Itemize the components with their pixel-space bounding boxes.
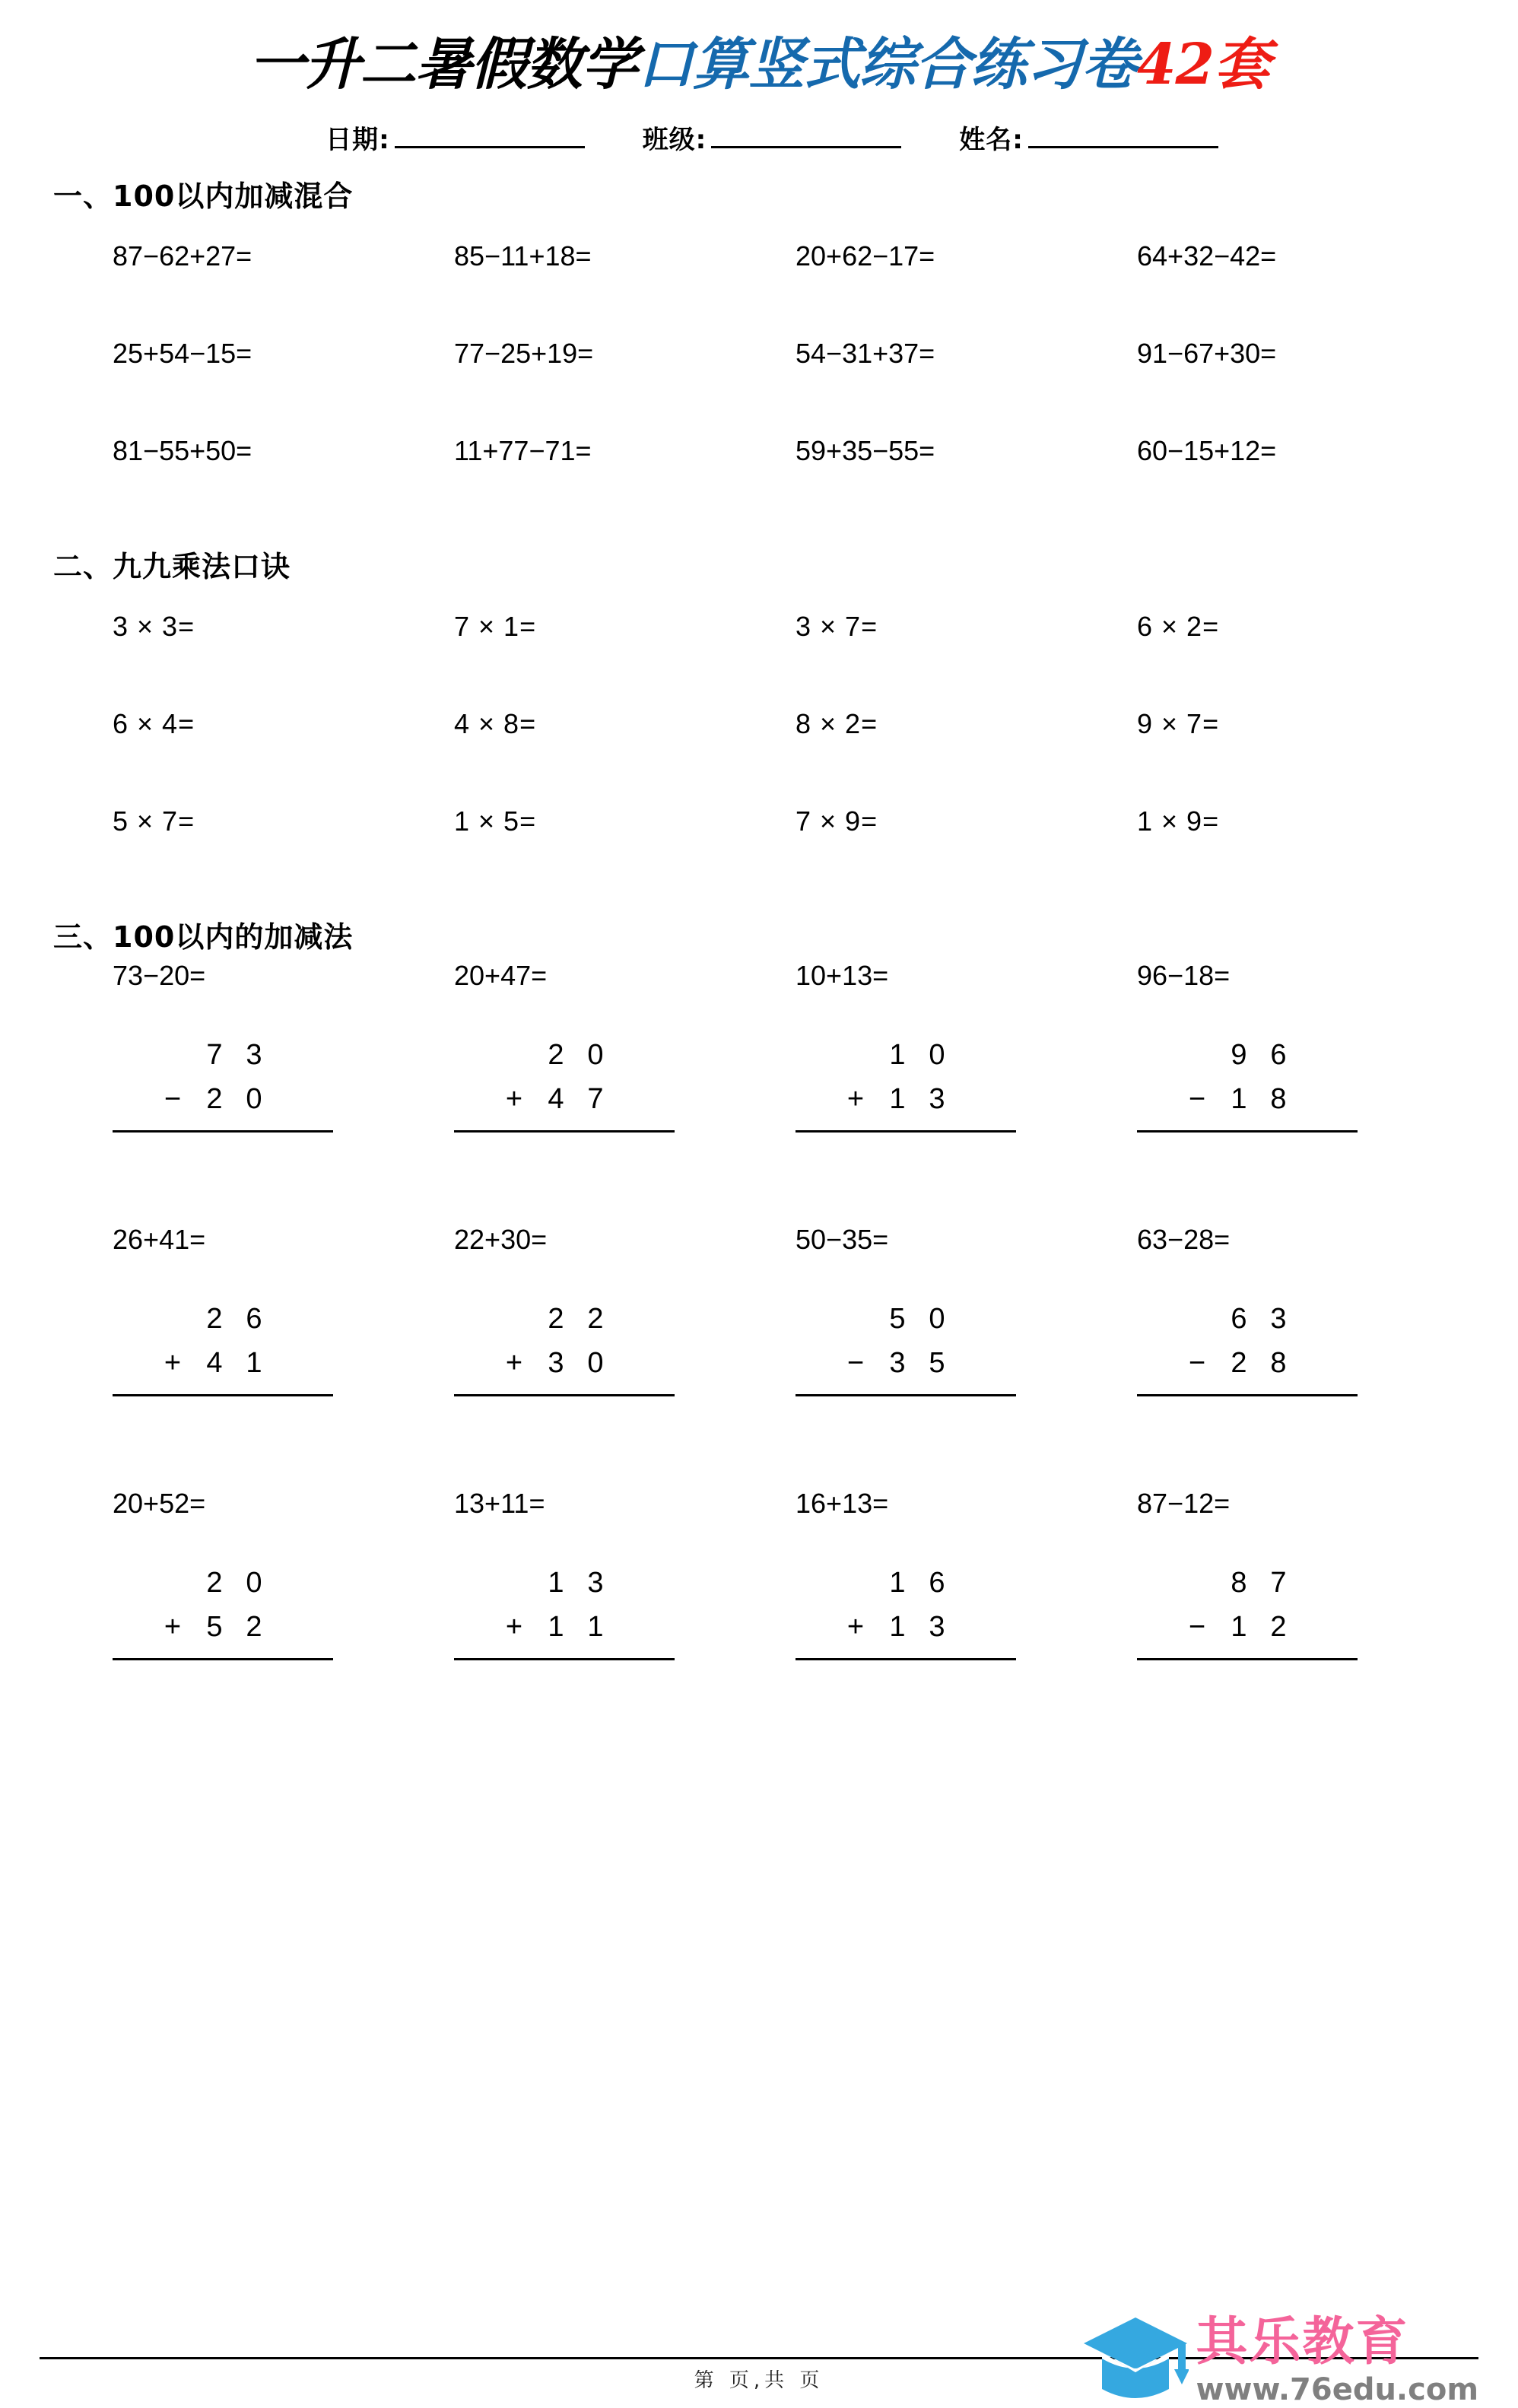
vertical-bottom-line <box>454 1347 675 1391</box>
digit-ones: 0 <box>246 1083 262 1115</box>
problem-item: 20+62−17= <box>796 240 935 272</box>
digit-tens: 8 <box>1231 1567 1247 1599</box>
digit-ones: 0 <box>587 1347 604 1379</box>
digit-tens: 1 <box>1231 1611 1247 1643</box>
digit-tens: 1 <box>889 1567 906 1599</box>
vertical-top-line <box>113 1567 333 1611</box>
vertical-top-line <box>1137 1303 1358 1347</box>
vertical-problem <box>113 1488 454 1660</box>
digit-tens: 1 <box>1231 1083 1247 1115</box>
digit-tens: 7 <box>206 1039 223 1071</box>
digit-ones: 8 <box>1270 1347 1287 1379</box>
vertical-top-line <box>113 1303 333 1347</box>
digit-tens: 2 <box>548 1303 564 1335</box>
section-3-vertical-group-2 <box>40 1224 1478 1488</box>
digit-tens: 9 <box>1231 1039 1247 1071</box>
vertical-problem-label: 10+13= <box>796 960 889 991</box>
vertical-problem <box>454 1488 796 1660</box>
brand-name: 其乐教育 <box>1196 2311 1409 2372</box>
digit-ones: 0 <box>246 1567 262 1599</box>
page-number-text: 第 页,共 页 <box>694 2369 824 2392</box>
vertical-problem-label: 22+30= <box>454 1224 548 1255</box>
class-label: 班级: <box>642 125 707 155</box>
operator-symbol: + <box>505 1347 523 1379</box>
name-field <box>959 119 1223 156</box>
digit-tens: 2 <box>206 1083 223 1115</box>
digit-ones: 3 <box>587 1567 604 1599</box>
problem-item: 3 × 7= <box>796 611 878 642</box>
digit-tens: 2 <box>548 1039 564 1071</box>
digit-ones: 0 <box>929 1303 945 1335</box>
digit-ones: 6 <box>929 1567 945 1599</box>
vertical-problem-label: 73−20= <box>113 960 206 991</box>
digit-ones: 7 <box>587 1083 604 1115</box>
vertical-problem-label: 20+52= <box>113 1488 206 1519</box>
problem-item: 5 × 7= <box>113 805 195 837</box>
operator-symbol: + <box>846 1611 865 1643</box>
vertical-stack <box>1137 1039 1358 1224</box>
problem-item: 77−25+19= <box>454 338 594 369</box>
problem-item: 9 × 7= <box>1137 708 1220 739</box>
digit-ones: 0 <box>929 1039 945 1071</box>
problem-item: 85−11+18= <box>454 240 592 272</box>
answer-space[interactable] <box>796 1133 1016 1224</box>
vertical-problem <box>454 960 796 1224</box>
problem-item: 91−67+30= <box>1137 338 1277 369</box>
vertical-bottom-line <box>1137 1347 1358 1391</box>
digit-tens: 6 <box>1231 1303 1247 1335</box>
operator-symbol: − <box>846 1347 865 1379</box>
vertical-problem-label: 50−35= <box>796 1224 889 1255</box>
title-part-black: 一升二暑假数学 <box>249 32 637 97</box>
operator-symbol: − <box>1188 1083 1206 1115</box>
vertical-problem <box>1137 1488 1478 1660</box>
section-1-heading: 一、100以内加减混合 <box>53 179 354 213</box>
vertical-problem-label: 96−18= <box>1137 960 1231 991</box>
section-3-vertical-group-3 <box>40 1488 1478 1660</box>
brand-logo <box>1082 2313 1478 2408</box>
answer-space[interactable] <box>1137 1396 1358 1488</box>
problem-item: 7 × 1= <box>454 611 537 642</box>
operator-symbol: − <box>164 1083 182 1115</box>
digit-ones: 7 <box>1270 1567 1287 1599</box>
section-1-row-2 <box>40 316 1478 414</box>
date-field <box>326 119 589 156</box>
vertical-bottom-line <box>1137 1083 1358 1127</box>
problem-item: 11+77−71= <box>454 435 592 466</box>
vertical-problem-label: 63−28= <box>1137 1224 1231 1255</box>
problem-item: 6 × 2= <box>1137 611 1220 642</box>
sum-rule <box>1137 1658 1358 1660</box>
section-1-row-3 <box>40 414 1478 511</box>
vertical-stack <box>454 1039 675 1224</box>
problem-item: 7 × 9= <box>796 805 878 837</box>
operator-symbol: + <box>505 1083 523 1115</box>
vertical-stack <box>454 1303 675 1488</box>
sum-rule <box>454 1658 675 1660</box>
class-input-blank[interactable] <box>711 125 901 148</box>
vertical-problem-label: 13+11= <box>454 1488 545 1519</box>
section-2-heading: 二、九九乘法口诀 <box>53 550 291 583</box>
vertical-problem <box>1137 960 1478 1224</box>
date-input-blank[interactable] <box>395 125 585 148</box>
sum-rule <box>796 1658 1016 1660</box>
vertical-top-line <box>796 1039 1016 1083</box>
section-2-row-1 <box>40 589 1478 687</box>
logo-text-block <box>1196 2311 1478 2407</box>
section-2-row-3 <box>40 784 1478 882</box>
vertical-bottom-line <box>113 1347 333 1391</box>
problem-item: 8 × 2= <box>796 708 878 739</box>
vertical-bottom-line <box>796 1611 1016 1655</box>
problem-item: 25+54−15= <box>113 338 252 369</box>
vertical-top-line <box>796 1303 1016 1347</box>
vertical-problem <box>454 1224 796 1488</box>
problem-item: 6 × 4= <box>113 708 195 739</box>
vertical-top-line <box>1137 1039 1358 1083</box>
student-info-row <box>40 119 1478 156</box>
digit-tens: 3 <box>889 1347 906 1379</box>
answer-space[interactable] <box>1137 1133 1358 1224</box>
digit-tens: 1 <box>548 1611 564 1643</box>
problem-item: 1 × 5= <box>454 805 537 837</box>
vertical-top-line <box>454 1303 675 1347</box>
operator-symbol: − <box>1188 1611 1206 1643</box>
digit-tens: 1 <box>548 1567 564 1599</box>
vertical-bottom-line <box>454 1083 675 1127</box>
digit-ones: 3 <box>1270 1303 1287 1335</box>
brand-url: www.76edu.com <box>1196 2371 1478 2407</box>
digit-ones: 8 <box>1270 1083 1287 1115</box>
vertical-problem-label: 87−12= <box>1137 1488 1231 1519</box>
operator-symbol: + <box>505 1611 523 1643</box>
digit-tens: 5 <box>889 1303 906 1335</box>
vertical-stack <box>113 1039 333 1224</box>
operator-symbol: + <box>164 1347 182 1379</box>
vertical-problem-label: 26+41= <box>113 1224 206 1255</box>
digit-tens: 1 <box>889 1611 906 1643</box>
problem-item: 87−62+27= <box>113 240 252 272</box>
vertical-bottom-line <box>113 1611 333 1655</box>
problem-item: 64+32−42= <box>1137 240 1277 272</box>
digit-ones: 6 <box>246 1303 262 1335</box>
page-title <box>40 0 1478 97</box>
operator-symbol: + <box>164 1611 182 1643</box>
digit-ones: 3 <box>929 1611 945 1643</box>
digit-tens: 2 <box>206 1303 223 1335</box>
vertical-stack <box>113 1567 333 1660</box>
problem-item: 4 × 8= <box>454 708 537 739</box>
vertical-problem-label: 20+47= <box>454 960 548 991</box>
digit-ones: 3 <box>929 1083 945 1115</box>
class-field <box>643 119 907 156</box>
vertical-problem <box>113 1224 454 1488</box>
vertical-problem <box>796 1224 1137 1488</box>
answer-space[interactable] <box>454 1133 675 1224</box>
problem-item: 3 × 3= <box>113 611 195 642</box>
vertical-top-line <box>113 1039 333 1083</box>
vertical-bottom-line <box>796 1083 1016 1127</box>
answer-space[interactable] <box>454 1396 675 1488</box>
vertical-problem <box>113 960 454 1224</box>
answer-space[interactable] <box>113 1396 333 1488</box>
digit-ones: 2 <box>246 1611 262 1643</box>
vertical-top-line <box>1137 1567 1358 1611</box>
vertical-bottom-line <box>113 1083 333 1127</box>
digit-tens: 4 <box>206 1347 223 1379</box>
vertical-top-line <box>796 1567 1016 1611</box>
digit-tens: 1 <box>889 1083 906 1115</box>
vertical-bottom-line <box>796 1347 1016 1391</box>
vertical-problem <box>1137 1224 1478 1488</box>
digit-tens: 5 <box>206 1611 223 1643</box>
vertical-top-line <box>454 1039 675 1083</box>
name-label: 姓名: <box>959 125 1024 155</box>
digit-ones: 2 <box>587 1303 604 1335</box>
sum-rule <box>113 1658 333 1660</box>
problem-item: 1 × 9= <box>1137 805 1220 837</box>
digit-ones: 0 <box>587 1039 604 1071</box>
vertical-stack <box>1137 1303 1358 1488</box>
vertical-top-line <box>454 1567 675 1611</box>
problem-item: 81−55+50= <box>113 435 252 466</box>
vertical-problem-label: 16+13= <box>796 1488 889 1519</box>
section-3-vertical-group-1 <box>40 960 1478 1224</box>
vertical-stack <box>796 1039 1016 1224</box>
problem-item: 60−15+12= <box>1137 435 1277 466</box>
operator-symbol: − <box>1188 1347 1206 1379</box>
title-part-red: 42套 <box>1137 32 1269 97</box>
digit-ones: 1 <box>587 1611 604 1643</box>
name-input-blank[interactable] <box>1028 125 1218 148</box>
graduation-cap-icon <box>1082 2313 1189 2408</box>
answer-space[interactable] <box>796 1396 1016 1488</box>
digit-tens: 4 <box>548 1083 564 1115</box>
problem-item: 59+35−55= <box>796 435 935 466</box>
operator-symbol: + <box>846 1083 865 1115</box>
section-1-row-1 <box>40 219 1478 316</box>
vertical-stack <box>796 1303 1016 1488</box>
digit-tens: 3 <box>548 1347 564 1379</box>
vertical-bottom-line <box>1137 1611 1358 1655</box>
section-2-row-2 <box>40 687 1478 784</box>
digit-ones: 3 <box>246 1039 262 1071</box>
vertical-bottom-line <box>454 1611 675 1655</box>
vertical-stack <box>454 1567 675 1660</box>
digit-ones: 1 <box>246 1347 262 1379</box>
digit-ones: 5 <box>929 1347 945 1379</box>
vertical-stack <box>113 1303 333 1488</box>
problem-item: 54−31+37= <box>796 338 935 369</box>
vertical-stack <box>1137 1567 1358 1660</box>
answer-space[interactable] <box>113 1133 333 1224</box>
vertical-problem <box>796 960 1137 1224</box>
section-3-heading: 三、100以内的加减法 <box>53 920 354 954</box>
title-part-blue: 口算竖式综合练习卷 <box>637 32 1137 97</box>
digit-tens: 2 <box>206 1567 223 1599</box>
digit-tens: 1 <box>889 1039 906 1071</box>
vertical-stack <box>796 1567 1016 1660</box>
digit-tens: 2 <box>1231 1347 1247 1379</box>
digit-ones: 2 <box>1270 1611 1287 1643</box>
digit-ones: 6 <box>1270 1039 1287 1071</box>
date-label: 日期: <box>326 125 390 155</box>
vertical-problem <box>796 1488 1137 1660</box>
